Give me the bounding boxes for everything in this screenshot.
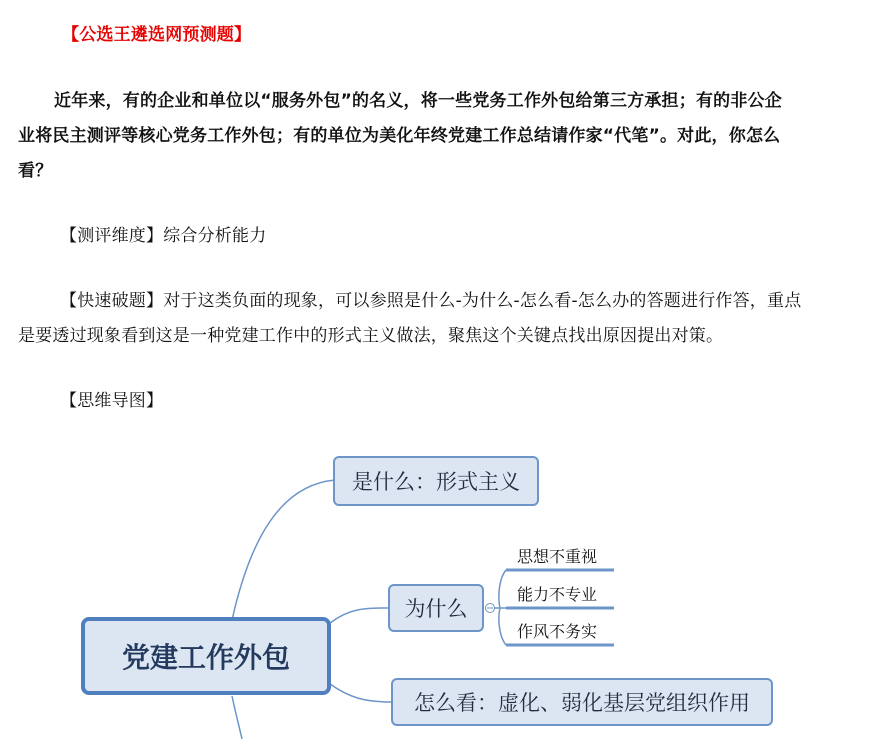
connector-down [232,696,242,739]
tips-line-2: 是要透过现象看到这是一种党建工作中的形式主义做法，聚焦这个关键点找出原因提出对策。 [18,326,724,346]
mindmap-node-view[interactable]: 怎么看：虚化、弱化基层党组织作用 [391,678,773,726]
mindmap-heading: 【思维导图】 [60,391,164,411]
mindmap-node-what[interactable]: 是什么：形式主义 [333,456,539,506]
mindmap-node-why[interactable]: 为什么 [388,584,484,632]
mindmap-leaf-thought[interactable]: 思想不重视 [517,547,598,566]
dimension-label: 【测评维度】综合分析能力 [60,226,267,246]
mindmap-leaf-style[interactable]: 作风不务实 [517,622,598,641]
question-line-1: 近年来，有的企业和单位以“服务外包”的名义，将一些党务工作外包给第三方承担；有的非公企 [54,91,782,111]
question-line-2: 业将民主测评等核心党务工作外包；有的单位为美化年终党建工作总结请作家“代笔”。对此，你怎么 [18,126,781,146]
mindmap-root-node[interactable]: 党建工作外包 [81,617,331,695]
connector-why [330,608,389,623]
tips-line-1: 【快速破题】对于这类负面的现象，可以参照是什么-为什么-怎么看-怎么办的答题进行作答，重点 [60,291,802,311]
connector-view [330,684,392,702]
connector-what [232,480,335,620]
source-tag: 【公选王遴选网预测题】 [62,25,252,45]
mind-map [0,430,869,739]
mindmap-leaf-ability[interactable]: 能力不专业 [517,585,598,604]
question-line-3: 看？ [18,161,53,181]
